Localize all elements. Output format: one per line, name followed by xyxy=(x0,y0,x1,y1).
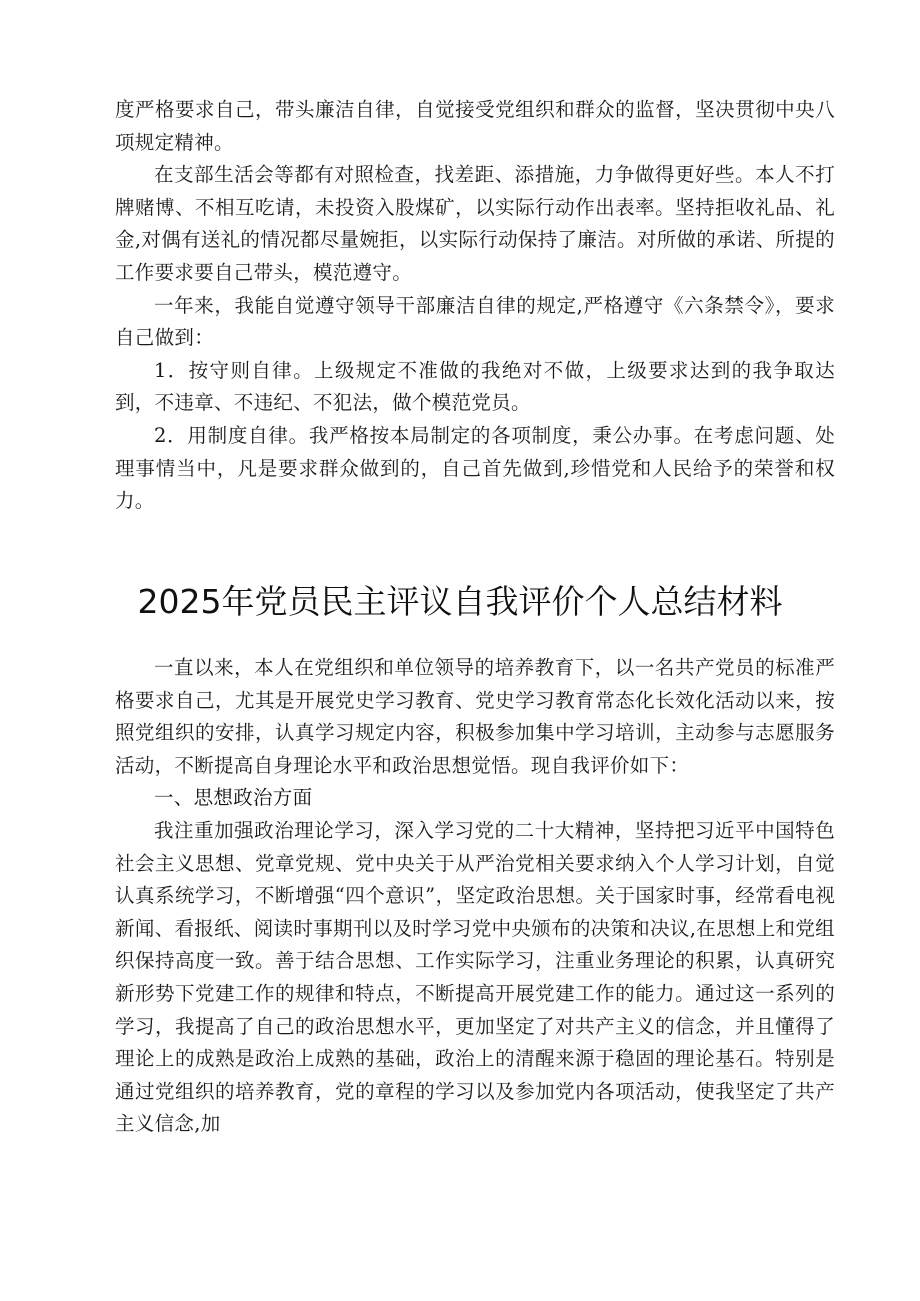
list-item-2: 2．用制度自律。我严格按本局制定的各项制度，秉公办事。在考虑问题、处理事情当中，凡是要求群众做到的，自己首先做到,珍惜党和人民给予的荣誉和权力。 xyxy=(115,423,835,513)
intro-paragraph: 一直以来，本人在党组织和单位领导的培养教育下，以一名共产党员的标准严格要求自己，尤其是开展党史学习教育、党史学习教育常态化长效化活动以来，按照党组织的安排，认真学习规定内容，积极参加集中学习培训，主动参与志愿服务活动，不断提高自身理论水平和政治思想觉悟。现自我评价如下： xyxy=(115,656,835,777)
main-text-block xyxy=(115,652,835,1141)
document-title: 2025年党员民主评议自我评价个人总结材料 xyxy=(137,582,783,621)
list-item-1: 1．按守则自律。上级规定不准做的我绝对不做，上级要求达到的我争取达到，不违章、不违纪、不犯法，做个模范党员。 xyxy=(115,358,835,415)
paragraph-self-inspection: 在支部生活会等都有对照检查，找差距、添措施，力争做得更好些。本人不打牌赌博、不相互吃请，未投资入股煤矿，以实际行动作出表率。坚持拒收礼品、礼金,对偶有送礼的情况都尽量婉拒，以实际行动保持了廉洁。对所做的承诺、所提的工作要求要自己带头，模范遵守。 xyxy=(115,163,835,284)
section-body-political: 我注重加强政治理论学习，深入学习党的二十大精神，坚持把习近平中国特色社会主义思想、党章党规、党中央关于从严治党相关要求纳入个人学习计划，自觉认真系统学习，不断增强“四个意识”，坚定政治思想。关于国家时事，经常看电视新闻、看报纸、阅读时事期刊以及时学习党中央颁布的决策和决议,在思想上和党组织保持高度一致。善于结合思想、工作实际学习，注重业务理论的积累，认真研究新形势下党建工作的规律和特点，不断提高开展党建工作的能力。通过这一系列的学习，我提高了自己的政治思想水平，更加坚定了对共产主义的信念，并且懂得了理论上的成熟是政治上成熟的基础，政治上的清醒来源于稳固的理论基石。特别是通过党组织的培养教育，党的章程的学习以及参加党内各项活动，使我坚定了共产主义信念,加 xyxy=(115,818,835,1136)
top-text-block xyxy=(115,94,835,518)
section-heading-political: 一、思想政治方面 xyxy=(154,786,313,810)
paragraph-discipline-rules: 一年来，我能自觉遵守领导干部廉洁自律的规定,严格遵守《六条禁令》，要求自己做到： xyxy=(115,293,835,350)
paragraph-continued: 度严格要求自己，带头廉洁自律，自觉接受党组织和群众的监督，坚决贯彻中央八项规定精神。 xyxy=(115,98,835,154)
